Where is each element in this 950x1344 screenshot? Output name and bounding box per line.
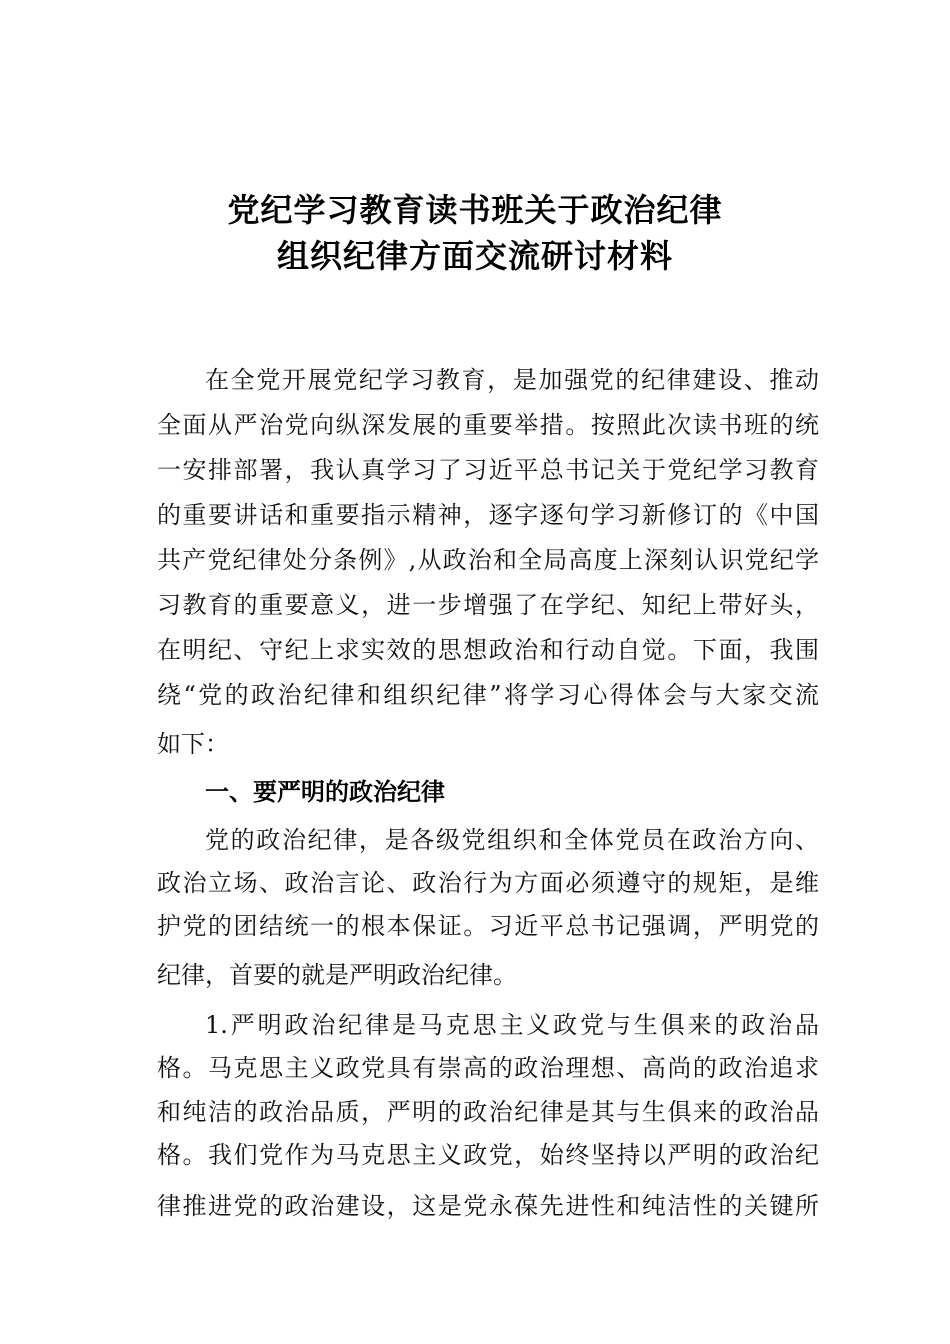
paragraph-1-line-5: 共产党纪律处分条例》,从政治和全局高度上深刻认识党纪学 <box>157 546 819 574</box>
document-title-line-1: 党纪学习教育读书班关于政治纪律 <box>227 191 723 229</box>
paragraph-1-line-9: 如下： <box>157 730 229 758</box>
paragraph-2-line-4: 纪律，首要的就是严明政治纪律。 <box>157 961 517 989</box>
paragraph-3-line-5: 律推进党的政治建设，这是党永葆先进性和纯洁性的关键所 <box>157 1192 819 1220</box>
paragraph-1-line-1: 在全党开展党纪学习教育，是加强党的纪律建设、推动 <box>205 366 819 394</box>
paragraph-2-line-3: 护党的团结统一的根本保证。习近平总书记强调，严明党的 <box>157 912 819 940</box>
paragraph-3-line-4: 格。我们党作为马克思主义政党，始终坚持以严明的政治纪 <box>157 1141 819 1169</box>
document-title-line-2: 组织纪律方面交流研讨材料 <box>276 237 673 275</box>
paragraph-1-line-2: 全面从严治党向纵深发展的重要举措。按照此次读书班的统 <box>157 411 819 439</box>
paragraph-1-line-3: 一安排部署，我认真学习了习近平总书记关于党纪学习教育 <box>157 456 819 484</box>
paragraph-3-line-2: 格。马克思主义政党具有崇高的政治理想、高尚的政治追求 <box>157 1054 819 1082</box>
paragraph-1-line-7: 在明纪、守纪上求实效的思想政治和行动自觉。下面，我围 <box>157 636 819 664</box>
paragraph-1-line-6: 习教育的重要意义，进一步增强了在学纪、知纪上带好头， <box>157 591 819 619</box>
paragraph-1-line-8: 绕“党的政治纪律和组织纪律”将学习心得体会与大家交流 <box>157 681 819 709</box>
paragraph-2-line-1: 党的政治纪律，是各级党组织和全体党员在政治方向、 <box>205 826 819 854</box>
paragraph-3-line-1: 1.严明政治纪律是马克思主义政党与生俱来的政治品 <box>205 1011 819 1039</box>
paragraph-2-line-2: 政治立场、政治言论、政治行为方面必须遵守的规矩，是维 <box>157 869 819 897</box>
section-heading-1: 一、要严明的政治纪律 <box>205 778 445 806</box>
paragraph-1-line-4: 的重要讲话和重要指示精神，逐字逐句学习新修订的《中国 <box>157 501 819 529</box>
paragraph-3-line-3: 和纯洁的政治品质，严明的政治纪律是其与生俱来的政治品 <box>157 1098 819 1126</box>
